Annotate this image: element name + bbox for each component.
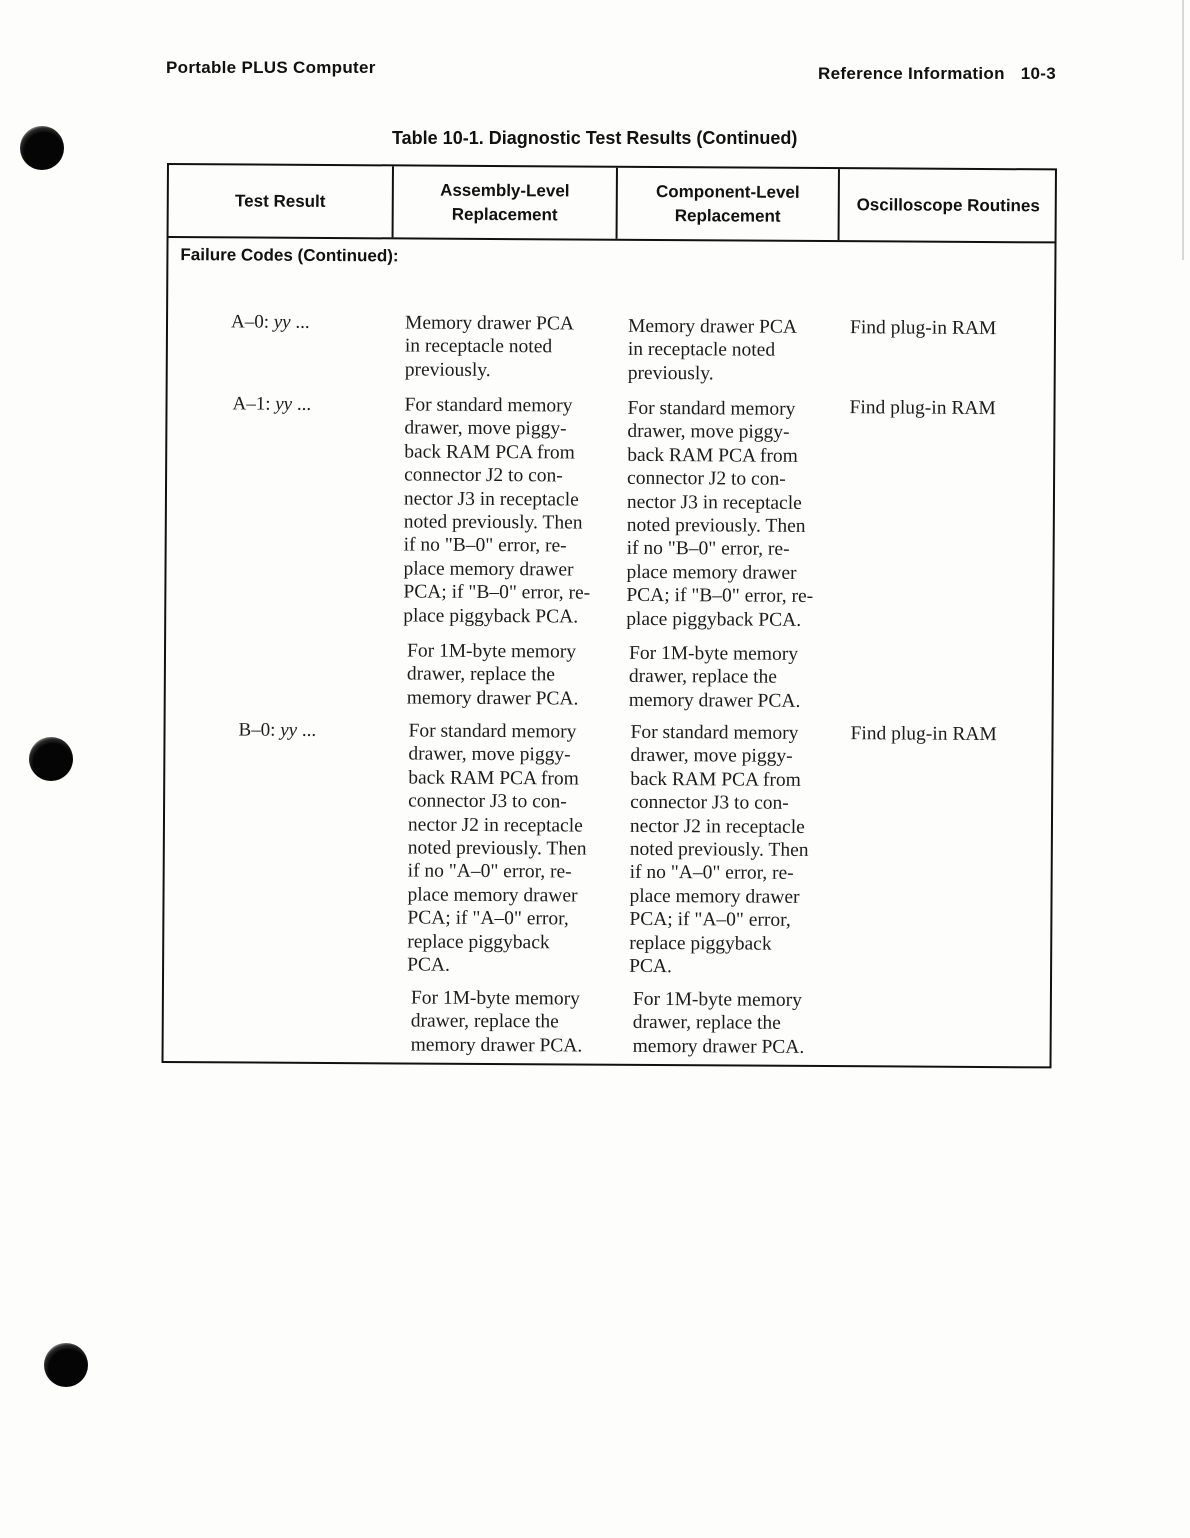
column-header-oscilloscope: Oscilloscope Routines: [838, 169, 1057, 241]
component-replacement: For standard memory drawer, move piggy- back RAM PCA from connector J3 to con- nector J2 in receptacle noted previously. Then if no "A–0" error, re- place memory drawer PCA; if "A–0" error, replace piggyback PCA.: [629, 721, 809, 978]
assembly-replacement: For standard memory drawer, move piggy- back RAM PCA from connector J2 to con- nector J3 in receptacle noted previously. Then if no "B–0" error, re- place memory drawer PCA; if "B–0" error, re- place piggyback PCA.: [403, 394, 591, 628]
component-replacement-1m: For 1M-byte memory drawer, replace the memory drawer PCA.: [628, 642, 801, 712]
binder-hole-top: [20, 126, 64, 170]
code-prefix: B–0:: [238, 719, 276, 741]
test-result-code: [238, 718, 316, 742]
diagnostic-results-table: [162, 163, 1057, 1068]
column-header-component-level: Component-Level Replacement: [616, 168, 838, 240]
table-row: [168, 310, 1054, 385]
running-header-right: [818, 64, 1056, 84]
component-replacement: For standard memory drawer, move piggy- back RAM PCA from connector J2 to con- nector J3 in receptacle noted previously. Then if no "B–0" error, re- place memory drawer PCA; if "B–0" error, re- place piggyback PCA.: [626, 397, 814, 631]
binder-hole-bottom: [44, 1343, 88, 1387]
code-prefix: A–0:: [230, 311, 270, 333]
page-edge-shadow: [1182, 0, 1184, 260]
code-prefix: A–1:: [232, 393, 271, 415]
component-replacement-1m: For 1M-byte memory drawer, replace the memory drawer PCA.: [632, 988, 805, 1058]
code-ellipsis: ...: [301, 719, 317, 741]
section-label: Failure Codes (Continued):: [180, 245, 399, 266]
page-number: 10-3: [1020, 64, 1056, 83]
code-variable: yy: [275, 393, 293, 415]
assembly-replacement-1m: For 1M-byte memory drawer, replace the memory drawer PCA.: [410, 987, 583, 1057]
component-replacement: Memory drawer PCA in receptacle noted previously.: [627, 315, 798, 385]
test-result-code: [231, 310, 310, 334]
assembly-replacement-1m: For 1M-byte memory drawer, replace the memory drawer PCA.: [406, 640, 579, 710]
code-ellipsis: ...: [295, 311, 310, 333]
table-row: [166, 718, 1052, 1058]
oscilloscope-routine: Find plug-in RAM: [850, 723, 997, 746]
oscilloscope-routine: Find plug-in RAM: [849, 397, 996, 420]
code-variable: yy: [273, 311, 291, 333]
assembly-replacement: Memory drawer PCA in receptacle noted previously.: [404, 312, 575, 381]
running-header-section: Reference Information: [818, 64, 1005, 83]
table-row: [168, 392, 1054, 712]
table-title: Table 10-1. Diagnostic Test Results (Continued): [392, 128, 798, 148]
test-result-code: [232, 392, 311, 416]
binder-hole-middle: [29, 737, 73, 781]
running-header-title: Portable PLUS Computer: [166, 58, 376, 77]
code-ellipsis: ...: [296, 393, 312, 415]
oscilloscope-routine: Find plug-in RAM: [849, 317, 997, 340]
assembly-replacement: For standard memory drawer, move piggy- back RAM PCA from connector J3 to con- nector J2 in receptacle noted previously. Then if no "A–0" error, re- place memory drawer PCA; if "A–0" error, replace piggyback PCA.: [407, 720, 587, 976]
column-header-assembly-level: Assembly-Level Replacement: [392, 166, 616, 238]
table-header-row: [169, 165, 1055, 243]
code-variable: yy: [280, 719, 298, 741]
column-header-test-result: Test Result: [235, 190, 326, 211]
